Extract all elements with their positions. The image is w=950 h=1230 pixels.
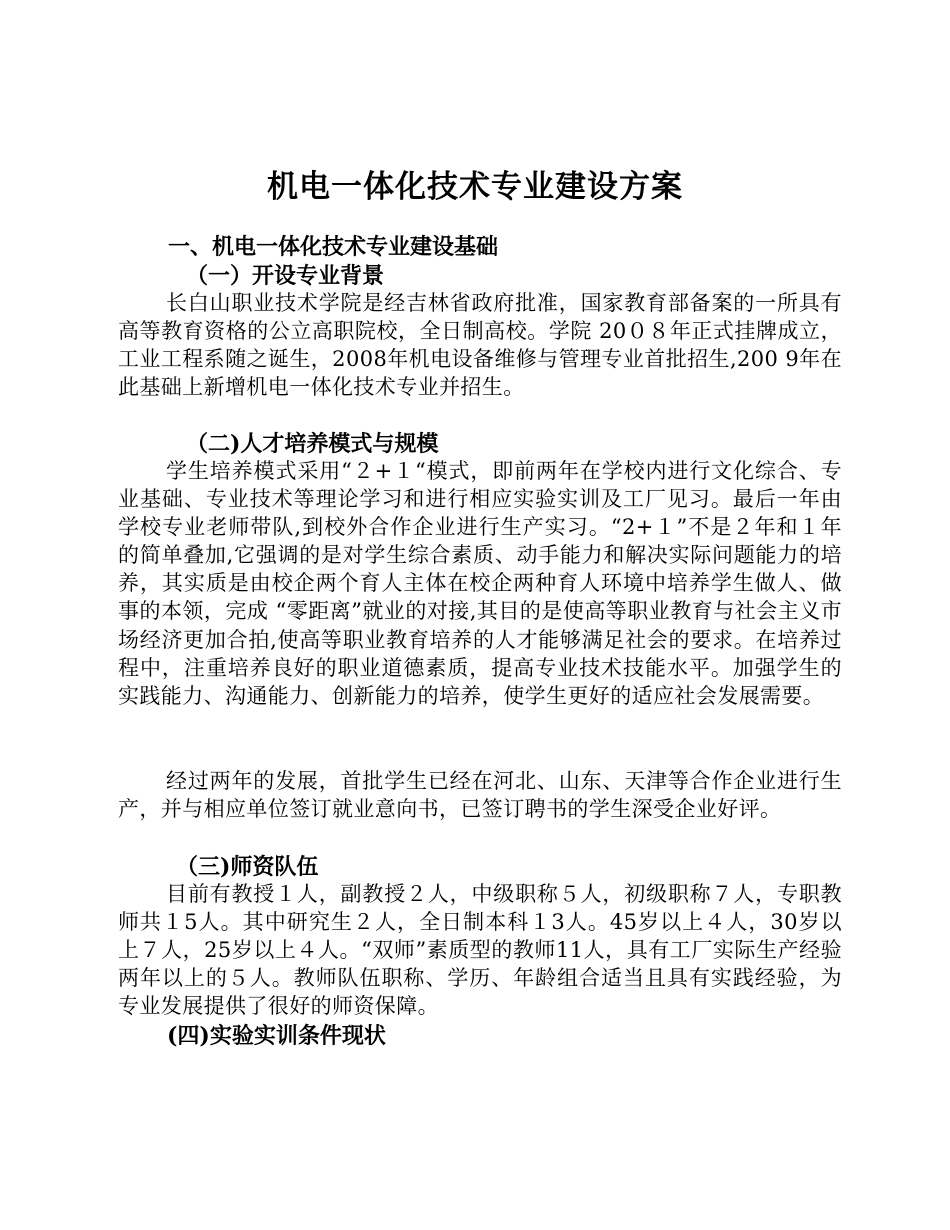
- subsection-heading-2: （二)人才培养模式与规模: [186, 431, 439, 457]
- subsection-heading-4: (四)实验实训条件现状: [167, 1023, 386, 1049]
- paragraph-development: 经过两年的发展，首批学生已经在河北、山东、天津等合作企业进行生产，并与相应单位签订就业意向书，已签订聘书的学生深受企业好评。: [118, 769, 842, 822]
- paragraph-training-mode: 学生培养模式采用“２+１“模式，即前两年在学校内进行文化综合、专业基础、专业技术等理论学习和进行相应实验实训及工厂见习。最后一年由学校专业老师带队,到校外合作企业进行生产实习。“2+１”不是２年和１年的简单叠加,它强调的是对学生综合素质、动手能力和解决实际问题能力的培养，其实质是由校企两个育人主体在校企两种育人环境中培养学生做人、做事的本领，完成 “零距离”就业的对接,其目的是使高等职业教育与社会主义市场经济更加合拍,使高等职业教育培养的人才能够满足社会的要求。在培养过程中，注重培养良好的职业道德素质，提高专业技术技能水平。加强学生的实践能力、沟通能力、创新能力的培养，使学生更好的适应社会发展需要。: [118, 459, 842, 708]
- subsection-heading-3: （三)师资队伍: [176, 854, 319, 880]
- paragraph-faculty: 目前有教授１人，副教授２人，中级职称５人，初级职称７人，专职教师共１5人。其中研究生２人，全日制本科１3人。45岁以上４人，30岁以上７人，25岁以上４人。“双师”素质型的教师11人，具有工厂实际生产经验两年以上的５人。教师队伍职称、学历、年龄组合适当且具有实践经验，为专业发展提供了很好的师资保障。: [118, 882, 842, 1019]
- paragraph-background: 长白山职业技术学院是经吉林省政府批准，国家教育部备案的一所具有高等教育资格的公立高职院校，全日制高校。学院 20０８年正式挂牌成立，工业工程系随之诞生，2008年机电设备维修与管理专业首批招生,200 9年在此基础上新增机电一体化技术专业并招生。: [118, 291, 842, 400]
- subsection-heading-1: （一）开设专业背景: [186, 263, 385, 289]
- section-heading-1: 一、机电一体化技术专业建设基础: [168, 234, 499, 260]
- document-title: 机电一体化技术专业建设方案: [267, 169, 683, 205]
